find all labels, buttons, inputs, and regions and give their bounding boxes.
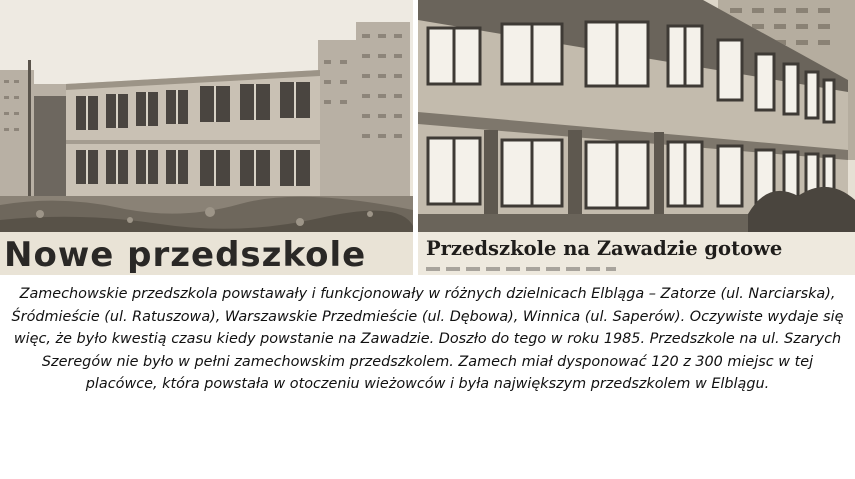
- building-under-construction-photo: [0, 0, 413, 275]
- caption-text: Zamechowskie przedszkola powstawały i funkcjonowały w różnych dzielnicach Elbląga – Zatorze (ul. Narciarska), Śródmieście (ul. Ratuszowa), Warszawskie Przedmieście (ul. Dębowa), Winnica (ul. Saperów). Oczywiste wydaje się więc, że było kwestią czasu kiedy powstanie na Zawadzie. Doszło do tego w roku 1985. Przedszkole na ul. Szarych Szeregów nie było w pełni zamechowskim przedszkolem. Zamech miał dysponować 120 z 300 miejsc w tej placówce, która powstała w otoczeniu wieżowców i była największym przedszkolem w Elblągu.: [11, 286, 844, 393]
- clipping-left: [0, 0, 413, 275]
- byline-smudge: [426, 267, 616, 271]
- finished-kindergarten-building-photo: [418, 0, 855, 275]
- headline-right: Przedszkole na Zawadzie gotowe: [426, 237, 783, 260]
- clipping-right: [418, 0, 855, 275]
- headline-left: Nowe przedszkole: [4, 235, 367, 275]
